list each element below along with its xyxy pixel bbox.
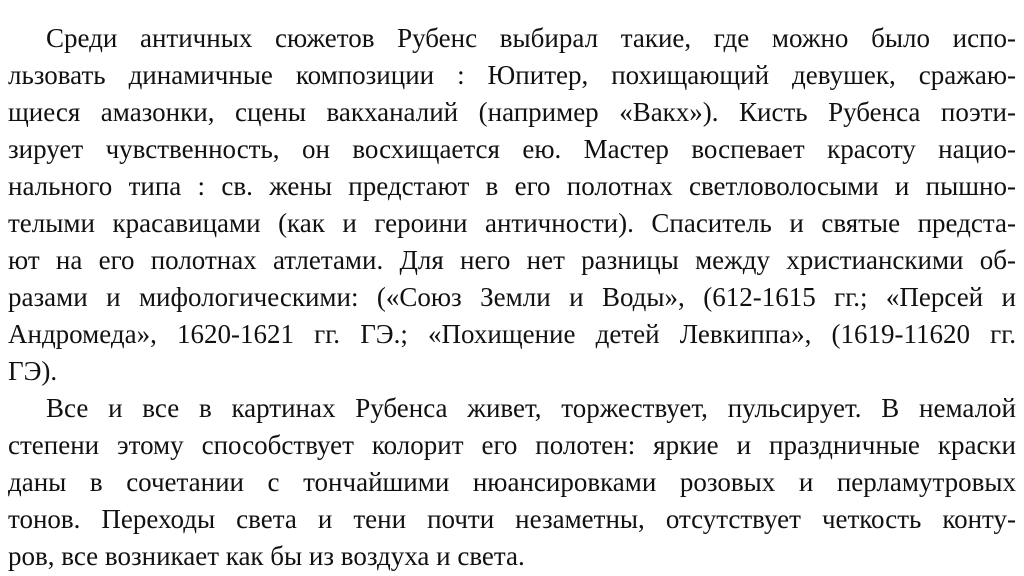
- text-line: Андромеда», 1620-1621 гг. ГЭ.; «Похищение детей Левкиппа», (1619-11620 гг.: [8, 319, 1016, 349]
- text-line: ГЭ).: [8, 356, 58, 386]
- text-line: ют на его полотнах атлетами. Для него нет разницы между христианскими об-: [8, 245, 1016, 275]
- text-line: льзовать динамичные композиции : Юпитер, похищающий девушек, сражаю-: [8, 60, 1016, 90]
- document-text: [8, 20, 1016, 575]
- text-line: нального типа : св. жены предстают в его полотнах светловолосыми и пышно-: [8, 171, 1016, 201]
- text-line: щиеся амазонки, сцены вакханалий (например «Вакх»). Кисть Рубенса поэти-: [8, 97, 1016, 127]
- text-line: ров, все возникает как бы из воздуха и света.: [8, 541, 525, 571]
- text-line: Все и все в картинах Рубенса живет, торжествует, пульсирует. В немалой: [46, 393, 1016, 423]
- text-line: даны в сочетании с тончайшими нюансировками розовых и перламутровых: [8, 467, 1016, 497]
- paragraph-2: [8, 390, 1016, 575]
- text-line: разами и мифологическими: («Союз Земли и Воды», (612-1615 гг.; «Персей и: [8, 282, 1016, 312]
- text-line: Среди античных сюжетов Рубенс выбирал такие, где можно было испо-: [46, 23, 1016, 53]
- text-line: зирует чувственность, он восхищается ею. Мастер воспевает красоту нацио-: [8, 134, 1016, 164]
- paragraph-1: [8, 20, 1016, 390]
- text-line: телыми красавицами (как и героини античности). Спаситель и святые предста-: [8, 208, 1016, 238]
- text-line: тонов. Переходы света и тени почти незаметны, отсутствует четкость конту-: [8, 504, 1016, 534]
- text-line: степени этому способствует колорит его полотен: яркие и праздничные краски: [8, 430, 1016, 460]
